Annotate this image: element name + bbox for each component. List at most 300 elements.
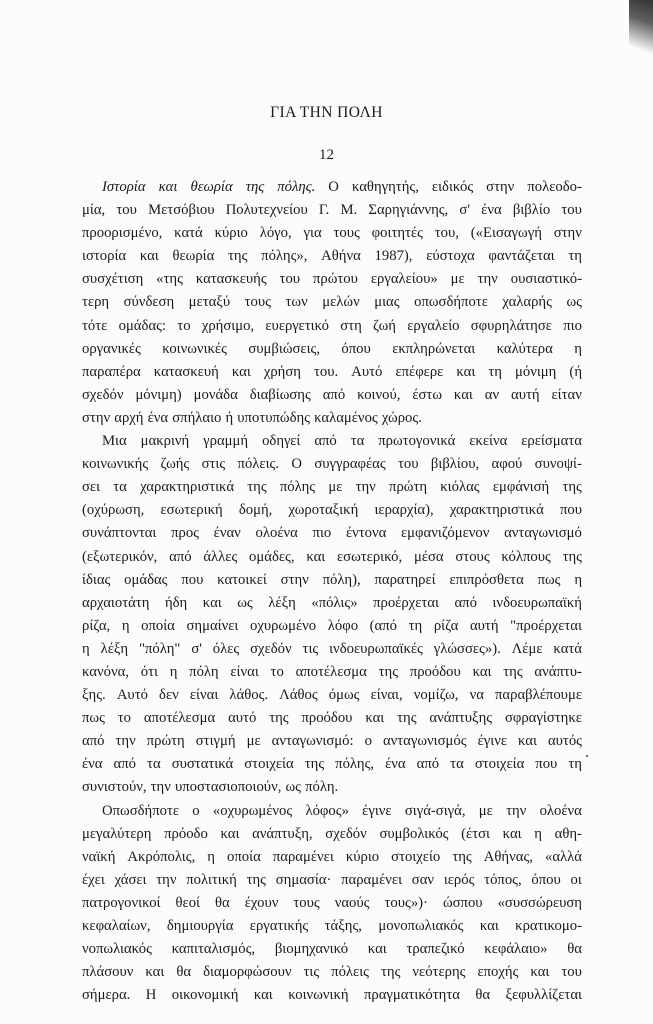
word: που <box>559 502 582 519</box>
word: από <box>454 594 477 611</box>
word: ομάδας <box>124 571 168 588</box>
text-line <box>82 984 582 1007</box>
word: από <box>169 548 192 565</box>
word: τόπος, <box>484 871 522 888</box>
word: πόλης, <box>335 756 375 773</box>
word: στοιχείο <box>391 848 441 865</box>
word: πολιτική <box>186 871 237 888</box>
word: τους <box>333 225 360 242</box>
word: ξης. <box>82 687 106 704</box>
word: έχει <box>82 871 105 888</box>
word: πόλη. <box>305 779 339 796</box>
word: αρχαιοτάτη <box>82 594 150 611</box>
word: (έτσι <box>461 825 490 842</box>
word: στην <box>280 571 309 588</box>
word: Σαρηγιάννης, <box>368 202 449 219</box>
word: και <box>139 248 159 265</box>
text-line <box>82 800 582 823</box>
word: συνοψί- <box>534 456 582 473</box>
word: («Εισαγωγή <box>470 225 542 242</box>
text-line <box>82 453 582 476</box>
word: να <box>469 687 484 704</box>
word: έγινε <box>362 802 392 819</box>
word: έστω <box>412 386 442 403</box>
text-line <box>82 776 582 799</box>
word: η <box>574 340 582 357</box>
word: αυτός <box>547 733 582 750</box>
word: πως <box>82 710 105 727</box>
word: θα <box>475 987 491 1004</box>
word: συμβιώσεις, <box>248 340 321 357</box>
word: εργατικής <box>249 918 309 934</box>
body-text <box>82 176 582 1007</box>
word: στην <box>553 225 582 242</box>
word: παρατηρεί <box>374 571 436 588</box>
word: κανόνα, <box>82 663 129 680</box>
text-line <box>82 522 582 545</box>
word: και <box>456 363 476 380</box>
word: μόνιμη <box>515 363 557 380</box>
word: ο <box>192 802 200 819</box>
word: την <box>115 733 136 750</box>
word: πόλης <box>279 479 316 496</box>
word: σημαίνει <box>186 617 239 634</box>
word: ότι <box>140 663 158 680</box>
word: φαντάζεται <box>488 248 555 265</box>
word: διαβίωσης <box>249 386 311 403</box>
word: από <box>314 433 337 450</box>
word: Γ. <box>318 202 330 219</box>
word: εργαλείου» <box>370 271 438 288</box>
text-line <box>82 569 582 592</box>
word: ή <box>225 409 234 426</box>
word: οχυρωμένο <box>249 617 317 634</box>
word: Ο <box>328 179 339 195</box>
word: συστατικά <box>171 756 234 773</box>
text-line <box>82 222 582 245</box>
text-line <box>82 638 582 661</box>
word: θεοί <box>175 894 200 911</box>
word: από <box>82 733 105 750</box>
word: μεταξύ <box>188 294 231 311</box>
word: τους <box>244 294 271 311</box>
word: θα <box>176 964 192 981</box>
word: αυτή <box>469 617 499 634</box>
word: στις <box>201 456 226 473</box>
word: τότε <box>82 317 108 334</box>
word: ίδιας <box>82 571 111 588</box>
word: 1987), <box>374 248 413 265</box>
word: ως <box>285 779 301 796</box>
word: της <box>503 663 523 680</box>
word: σχεδόν <box>325 825 367 842</box>
word: χαρακτηριστικά <box>140 479 235 496</box>
word: δομή, <box>238 502 273 519</box>
word: λέξη <box>268 594 296 611</box>
word: (ή <box>569 363 582 380</box>
word: Αυτό <box>116 687 148 704</box>
word: κύριο <box>345 848 380 865</box>
word: των <box>285 294 308 311</box>
word: καλαμένος <box>314 409 378 426</box>
word: υποστασιοποιούν, <box>174 779 282 796</box>
word: η <box>207 848 215 865</box>
word: πρωτογονικά <box>378 433 456 450</box>
word: και <box>502 825 522 842</box>
text-line <box>82 915 582 938</box>
word: κοινωνικές <box>162 340 227 357</box>
word: "προέρχεται <box>510 617 582 634</box>
word: και <box>472 663 492 680</box>
word: κύριο <box>214 225 248 242</box>
word: την <box>355 479 376 496</box>
text-line <box>82 823 582 846</box>
word: ομάδες, <box>249 548 295 565</box>
word: για <box>303 225 322 242</box>
word: τους»)· <box>384 894 428 911</box>
word: μονοπωλιακός <box>378 918 464 934</box>
word: οπωσδήποτε <box>414 294 488 311</box>
word: πρώτου <box>312 271 358 288</box>
word: ειδικός <box>431 179 474 195</box>
word: κατά <box>174 225 203 242</box>
word: ιστορία <box>82 248 127 265</box>
word: ινδοευρωπαϊκές <box>329 640 423 657</box>
word: παραμένει <box>341 871 403 888</box>
word: "πόλη" <box>139 640 181 657</box>
word: Πολυτεχνείου <box>225 202 308 219</box>
word: ανάπτυξης <box>429 710 493 727</box>
word: του, <box>434 225 459 242</box>
word: κιόλας <box>440 479 480 496</box>
word: την <box>477 271 498 288</box>
word: εργαλείο <box>407 317 460 334</box>
text-line <box>82 407 582 430</box>
word: κατά <box>553 640 582 657</box>
word: σιγά-σιγά, <box>404 802 466 819</box>
word: ολοένα <box>255 525 298 542</box>
word: της <box>246 871 266 888</box>
word: σπήλαιο <box>172 409 222 426</box>
word: φοιτητές <box>371 225 423 242</box>
word: σημασία· <box>275 871 332 888</box>
word: χωροταξική <box>288 502 359 519</box>
word: κατασκευής <box>195 271 267 288</box>
word: επιπρόσθετα <box>449 571 524 588</box>
word: της <box>397 710 417 727</box>
word: Μια <box>102 433 127 450</box>
word: της <box>245 179 265 195</box>
word: ουσιαστικό- <box>510 271 582 288</box>
word: «της <box>156 271 183 288</box>
word: το <box>117 710 132 727</box>
word: μόνιμη) <box>135 386 182 403</box>
word: τη <box>408 617 423 634</box>
word: είταν <box>551 386 582 403</box>
word: γλώσσες»). <box>433 640 501 657</box>
word: και <box>306 548 326 565</box>
word: Ακρόπολις, <box>127 848 196 865</box>
word: η <box>169 663 178 680</box>
word: ανταγωνισμός <box>382 733 467 750</box>
word: εύστοχα <box>426 248 475 265</box>
word: με <box>478 802 493 819</box>
word: ιερός <box>443 871 475 888</box>
word: η <box>574 571 582 588</box>
word: προς <box>171 525 199 542</box>
word: κεφάλαιο» <box>484 941 548 958</box>
text-line <box>82 938 582 961</box>
word: του <box>279 271 301 288</box>
word: του. <box>314 363 339 380</box>
word: προορισμένο, <box>82 225 163 242</box>
text-line <box>82 753 582 776</box>
text-line <box>82 245 582 268</box>
word: συνάπτονται <box>82 525 157 542</box>
text-line <box>82 338 582 361</box>
word: στη <box>340 317 362 334</box>
word: όμως <box>328 687 360 704</box>
word: κόλπους <box>501 548 551 565</box>
word: οικονομική <box>171 987 239 1004</box>
word: χαλαρής <box>502 294 552 311</box>
word: της <box>304 756 325 773</box>
word: κατοικεί <box>217 571 267 588</box>
word: πιο <box>563 317 582 334</box>
word: νομίζω, <box>413 687 459 704</box>
word: ανάπτυξη, <box>252 825 313 842</box>
word: οδηγεί <box>262 433 301 450</box>
word: τάξης, <box>324 918 362 934</box>
text-line <box>82 730 582 753</box>
word: από <box>416 756 440 773</box>
word: ανταγωνισμό <box>504 525 582 542</box>
word: συγγραφέας <box>314 456 386 473</box>
word: την <box>150 779 171 796</box>
word: και <box>367 941 387 958</box>
word: ιεραρχία), <box>374 502 434 519</box>
word: Η <box>145 987 157 1004</box>
word: και <box>220 825 240 842</box>
text-line <box>82 499 582 522</box>
word: τα <box>350 433 365 450</box>
word: ζωή <box>373 317 396 334</box>
word: ήδη <box>164 594 188 611</box>
word: θα <box>567 941 582 958</box>
word: λόφος» <box>305 802 349 819</box>
word: της <box>247 479 267 496</box>
word: χαρακτηριστικά <box>449 502 544 519</box>
word: ναϊκή <box>82 848 116 865</box>
text-line <box>82 268 582 291</box>
word: μελών <box>322 294 360 311</box>
text-line <box>82 291 582 314</box>
word: παραβλέπουμε <box>495 687 582 704</box>
word: της <box>269 710 289 727</box>
word: Μ. <box>340 202 358 219</box>
word: σει <box>82 479 101 496</box>
word: που <box>181 571 204 588</box>
word: σήμερα. <box>82 987 131 1004</box>
word: ξεφυλλίζεται <box>505 987 582 1004</box>
word: καπιταλισμός, <box>171 941 256 958</box>
word: πως <box>537 571 561 588</box>
word: «οχυρωμένος <box>212 802 293 819</box>
text-line <box>82 430 582 453</box>
word: της <box>562 548 582 565</box>
word: κεφαλαίων, <box>82 918 151 934</box>
word: τα <box>147 756 161 773</box>
word: Αθήνα <box>321 248 361 265</box>
word: τη <box>568 756 582 773</box>
page-corner-shadow <box>629 0 653 60</box>
word: βιβλίου, <box>430 456 480 473</box>
word: και <box>253 987 273 1004</box>
word: έναν <box>213 525 241 542</box>
word: λάθος. <box>229 687 269 704</box>
word: είναι <box>189 687 219 704</box>
word: διαμορφώσουν <box>203 964 292 981</box>
word: τη <box>488 363 502 380</box>
text-line <box>82 684 582 707</box>
word: και <box>145 964 165 981</box>
text-line <box>82 892 582 915</box>
word: οποία <box>227 848 261 865</box>
text-line <box>82 961 582 984</box>
word: στην <box>486 179 515 195</box>
word: ένα <box>147 409 169 426</box>
word: κατασκευή <box>153 363 219 380</box>
word: και <box>530 964 550 981</box>
word: δεν <box>159 687 179 704</box>
text-line <box>82 315 582 338</box>
word: τη <box>568 248 582 265</box>
word: της <box>562 479 582 496</box>
word: πρώτη <box>389 479 428 496</box>
word: Ιστορία <box>102 179 146 195</box>
word: νοπωλιακός <box>82 941 152 958</box>
word: (εξωτερικόν, <box>82 548 158 565</box>
word: τραπεζικό <box>406 941 465 958</box>
word: από <box>113 756 137 773</box>
word: όπου <box>531 871 561 888</box>
word: πόλεις <box>331 964 369 981</box>
word: καθηγητής, <box>351 179 419 195</box>
word: ζωής <box>160 456 190 473</box>
word: ο <box>364 733 372 750</box>
word: τις <box>302 640 319 657</box>
word: Ο <box>291 456 302 473</box>
word: ώσπου <box>442 894 483 911</box>
word: όπου <box>341 340 371 357</box>
word: ομάδας: <box>118 317 167 334</box>
word: αυτό <box>228 710 257 727</box>
word: τερη <box>82 294 110 311</box>
word: άλλες <box>203 548 238 565</box>
word: χάσει <box>114 871 147 888</box>
word: πόλη), <box>322 571 361 588</box>
word: του <box>561 202 582 219</box>
word: και <box>479 918 499 934</box>
word: αποτέλεσμα <box>143 710 216 727</box>
word: με <box>246 733 261 750</box>
word: αρχή <box>114 409 144 426</box>
word: νεότερης <box>412 964 466 981</box>
word: η <box>534 825 542 842</box>
word: του <box>116 202 137 219</box>
word: πόλεις. <box>237 456 280 473</box>
word: ευεργετικό <box>265 317 329 334</box>
word: χρήσιμο, <box>201 317 255 334</box>
word: Οπωσδήποτε <box>102 802 180 819</box>
word: ρίζα <box>433 617 459 634</box>
word: και <box>158 179 178 195</box>
text-line <box>82 546 582 569</box>
word: πόλη <box>189 663 219 680</box>
word: θεωρία <box>172 248 215 265</box>
word: βιομηχανικό <box>274 941 349 958</box>
word: η <box>82 640 90 657</box>
word: τους <box>293 894 320 911</box>
text-line <box>82 176 582 199</box>
word: και <box>518 733 537 750</box>
word: σαν <box>411 871 435 888</box>
word: ρίζα, <box>82 617 111 634</box>
page-number: 12 <box>319 147 334 163</box>
word: λόφο <box>327 617 359 634</box>
word: μακρινή <box>140 433 190 450</box>
word: ερείσματα <box>521 433 582 450</box>
word: κοινωνικής <box>82 456 149 473</box>
word: σφραγίστηκε <box>504 710 582 727</box>
word: στους <box>455 548 490 565</box>
text-line <box>82 384 582 407</box>
word: υποτυπώδης <box>237 409 310 426</box>
word: ινδοευρωπαϊκή <box>492 594 582 611</box>
word: έχουν <box>244 894 279 911</box>
word: έγινε <box>477 733 508 750</box>
word: «πόλις» <box>311 594 358 611</box>
word: του <box>561 964 582 981</box>
word: της <box>378 663 399 680</box>
word: γραμμή <box>203 433 249 450</box>
word: αυτή <box>511 386 540 403</box>
word: συσχέτιση <box>82 271 144 288</box>
word: θεωρία <box>190 179 233 195</box>
text-line <box>82 661 582 684</box>
word: ανάπτυ- <box>534 663 582 680</box>
word: (από <box>369 617 398 634</box>
word: και <box>365 710 385 727</box>
word: την <box>156 871 177 888</box>
word: συνιστούν, <box>82 779 147 796</box>
word: Λέμε <box>511 640 543 657</box>
text-line <box>82 199 582 222</box>
word: πρόοδο <box>164 825 208 842</box>
word: χώρος. <box>381 409 422 426</box>
word: Λάθος <box>279 687 318 704</box>
word: μιας <box>374 294 400 311</box>
word: το <box>270 663 284 680</box>
word: αθη- <box>554 825 582 842</box>
word: (οχύρωση, <box>82 502 145 519</box>
word: μονάδα <box>193 386 238 403</box>
word: αποτέλεσμα <box>295 663 367 680</box>
word: την <box>506 802 527 819</box>
word: μία, <box>82 202 106 219</box>
word: ένα <box>481 202 502 219</box>
word: πολεοδο- <box>527 179 582 195</box>
